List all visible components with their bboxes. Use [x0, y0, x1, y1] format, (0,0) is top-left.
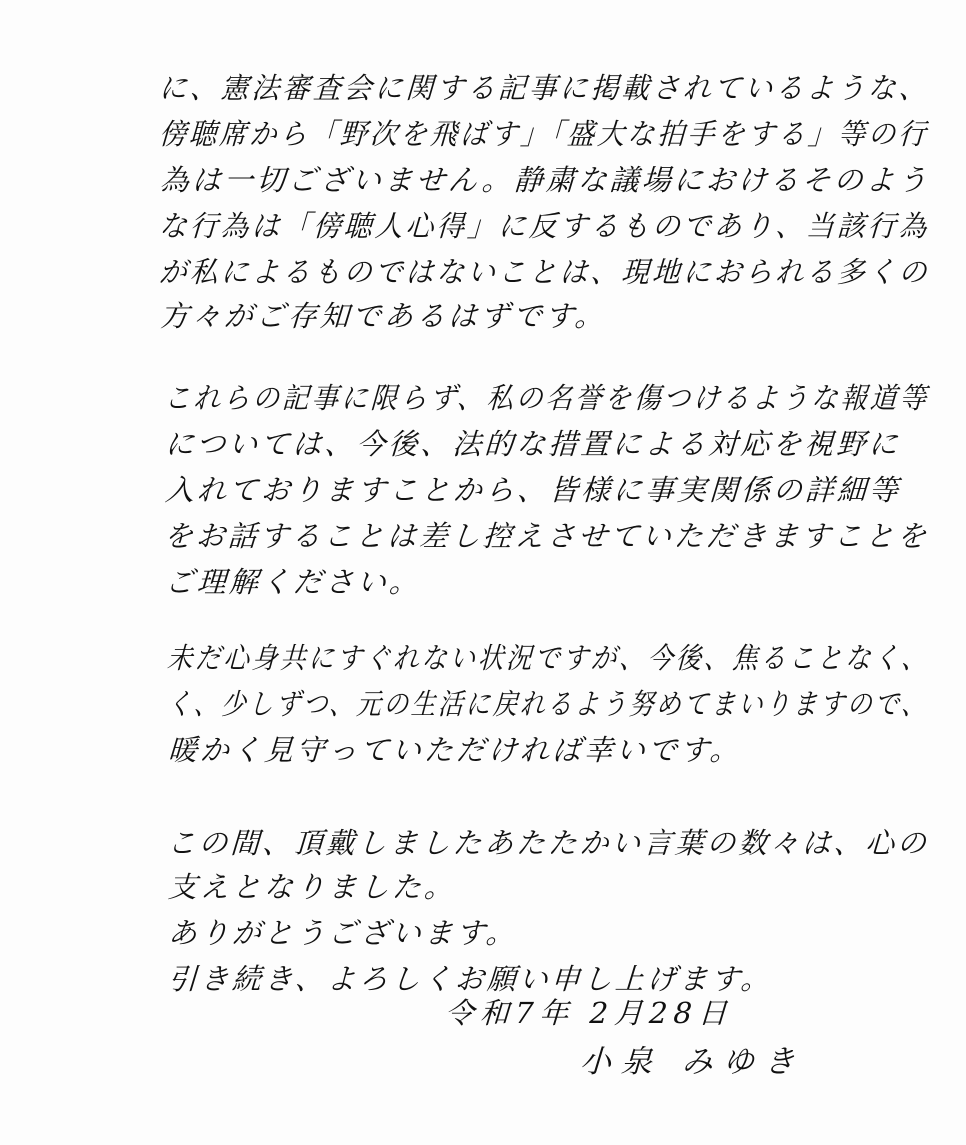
letter-date: 令和7年 2月28日 [444, 996, 734, 1030]
letter-line: 未だ心身共にすぐれない状況ですが、今後、焦ることなく、 [166, 641, 931, 675]
letter-line: に、憲法審査会に関する記事に掲載されているような、 [158, 71, 931, 105]
letter-line: 入れておりますことから、皆様に事実関係の詳細等 [164, 473, 902, 507]
signature: 小泉 みゆき [579, 1044, 806, 1080]
letter-line: な行為は「傍聴人心得」に反するものであり、当該行為 [158, 209, 931, 243]
letter-line: 傍聴席から「野次を飛ばす」「盛大な拍手をする」等の行 [158, 117, 930, 151]
letter-line: については、今後、法的な措置による対応を視野に [164, 427, 902, 461]
letter-line: く、少しずつ、元の生活に戻れるよう努めてまいりますので、 [166, 687, 930, 721]
letter-line: 暖かく見守っていただければ幸いです。 [167, 733, 743, 767]
letter-line: ありがとうございます。 [167, 916, 519, 950]
letter-line: が私によるものではないことは、現地におられる多くの [158, 255, 931, 289]
letter-line: 引き続き、よろしくお願い申し上げます。 [167, 962, 774, 996]
letter-line: をお話することは差し控えさせていただきますことを [163, 519, 930, 553]
letter-line: 支えとなりました。 [167, 870, 457, 904]
letter-line: ご理解ください。 [164, 565, 422, 599]
letter-line: 為は一切ございません。静粛な議場におけるそのよう [159, 163, 931, 197]
letter-line: 方々がご存知であるはずです。 [159, 299, 608, 333]
letter-line: この間、頂戴しましたあたたかい言葉の数々は、心の [166, 826, 930, 860]
letter-line: これらの記事に限らず、私の名誉を傷つけるような報道等 [163, 381, 930, 415]
